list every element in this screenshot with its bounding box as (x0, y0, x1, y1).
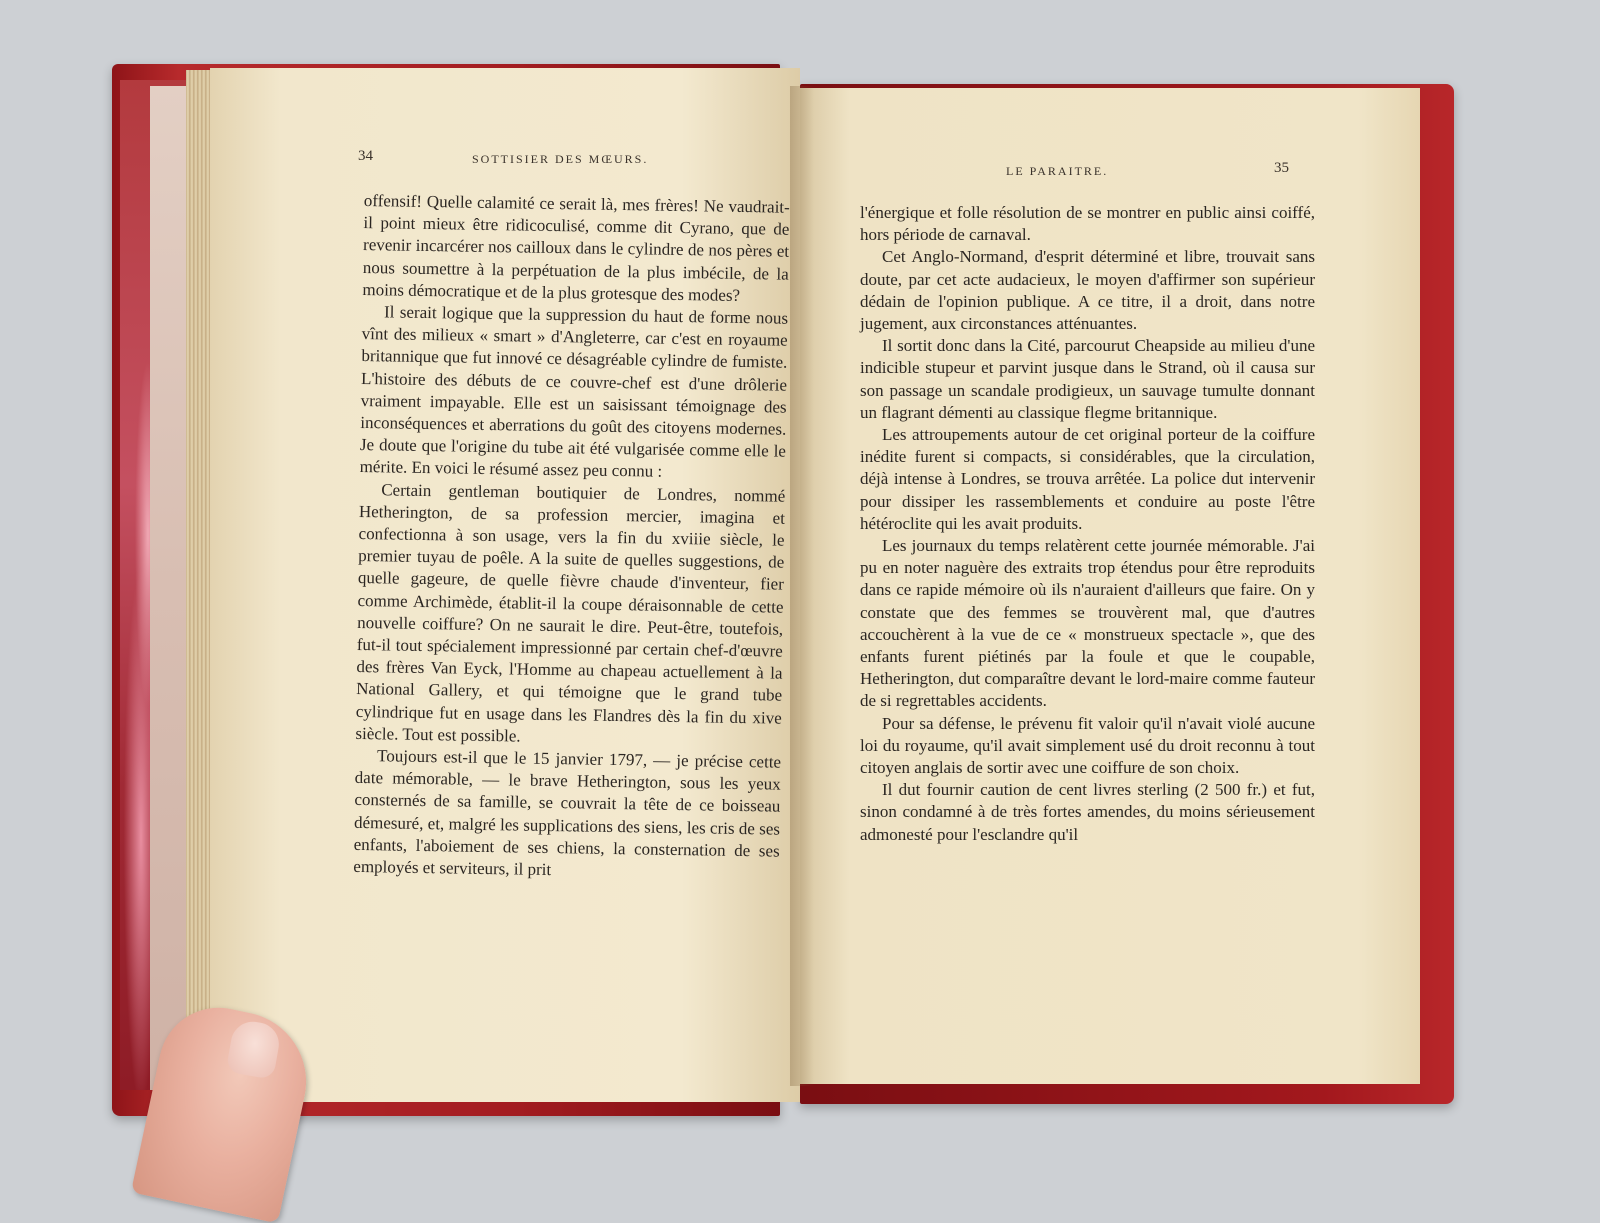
right-paragraph-6: Pour sa défense, le prévenu fit valoir qu'il n'avait violé aucune loi du royaume, qu'il avait simplement usé du droit reconnu à tout citoyen anglais de sortir avec une coiffure de son choix. (860, 713, 1315, 778)
right-running-head: LE PARAITRE. (1006, 164, 1109, 178)
left-page-text (353, 190, 790, 885)
right-paragraph-3: Il sortit donc dans la Cité, parcourut Cheapside au milieu d'une indicible stupeur et parvint jusque dans le Strand, où il causa sur son passage un scandale prodigieux, un sauvage tumulte donnant un flagrant démenti au classique flegme britannique. (860, 336, 1315, 422)
left-page-number: 34 (358, 148, 373, 164)
left-paragraph-2: Il serait logique que la suppression du haut de forme nous vînt des milieux « smart » d'Angleterre, car c'est en royaume britannique que fut innové ce désagréable cylindre de fumiste. L'histoire des débuts de ce couvre-chef est d'une drôlerie vraiment impayable. Elle est un saisissant témoignage des inconséquences et aberrations du goût des citoyens modernes. Je doute que l'origine du tube ait été vulgarisée comme elle le mérite. En voici le résumé assez peu connu : (359, 302, 789, 482)
left-paragraph-4: Toujours est-il que le 15 janvier 1797, — je précise cette date mémorable, — le brave Hetherington, sous les yeux consternés de sa famille, se couvrait la tête de ce boisseau démesuré, et, malgré les supplications des siens, les cris de ses enfants, l'aboiement de ses chiens, la consternation de ses employés et serviteurs, il prit (353, 746, 782, 880)
right-paragraph-2: Cet Anglo-Normand, d'esprit déterminé et libre, trouvait sans doute, par cet acte audacieux, le moyen d'affirmer son supérieur dédain de l'opinion publique. A ce titre, il a droit, dans notre jugement, aux circonstances atténuantes. (860, 247, 1315, 334)
left-running-head: SOTTISIER DES MŒURS. (472, 152, 649, 166)
right-page-text (860, 202, 1315, 846)
right-paragraph-4: Les attroupements autour de cet original porteur de la coiffure inédite furent si compacts, si considérables, que la circulation, déjà intense à Londres, se trouva arrêtée. La police dut intervenir pour dissiper les rassemblements et conduire au poste l'être hétéroclite qui les avait produits. (860, 425, 1315, 533)
left-paragraph-3: Certain gentleman boutiquier de Londres, nommé Hetherington, de sa profession mercier, imagina et confectionna à son usage, vers la fin du xviiie siècle, le premier tuyau de poêle. A la suite de quelles suggestions, de quelle gageure, de quelle fièvre chaude d'inventeur, fier comme Archimède, établit-il la coupe déraisonnable de cette nouvelle coiffure? On ne saurait le dire. Peut-être, toutefois, fut-il tout spécialement impressionné par certain chef-d'œuvre des frères Van Eyck, l'Homme au chapeau actuellement à la National Gallery, et qui témoigne que le grand tube cylindrique fut en usage dans les Flandres dès la fin du xive siècle. Tout est possible. (355, 479, 786, 746)
gutter-shadow (790, 86, 814, 1086)
left-paragraph-1: offensif! Quelle calamité ce serait là, mes frères! Ne vaudrait-il point mieux être ridicoculisé, comme dit Cyrano, que de revenir incarcérer nos cailloux dans le cylindre de nos pères et nous soumettre à la perpétuation de la plus imbécile, de la moins démocratique et de la plus grotesque des modes? (362, 190, 790, 305)
right-paragraph-5: Les journaux du temps relatèrent cette journée mémorable. J'ai pu en noter naguère des extraits trop étendus pour être reproduits dans ce rapide mémoire où ils n'auraient d'ailleurs que faire. On y constate que des femmes se trouvèrent mal, que d'autres accouchèrent à la vue de ce « monstrueux spectacle », que des enfants furent piétinés par la foule et que le coupable, Hetherington, dut comparaître devant le lord-maire comme fauteur de si regrettables accidents. (860, 536, 1315, 711)
right-page-number: 35 (1274, 160, 1289, 176)
right-paragraph-1: l'énergique et folle résolution de se montrer en public ainsi coiffé, hors période de carnaval. (860, 203, 1315, 245)
right-paragraph-7: Il dut fournir caution de cent livres sterling (2 500 fr.) et fut, sinon condamné à de très fortes amendes, du moins sérieusement admonesté pour l'esclandre qu'il (860, 780, 1315, 844)
